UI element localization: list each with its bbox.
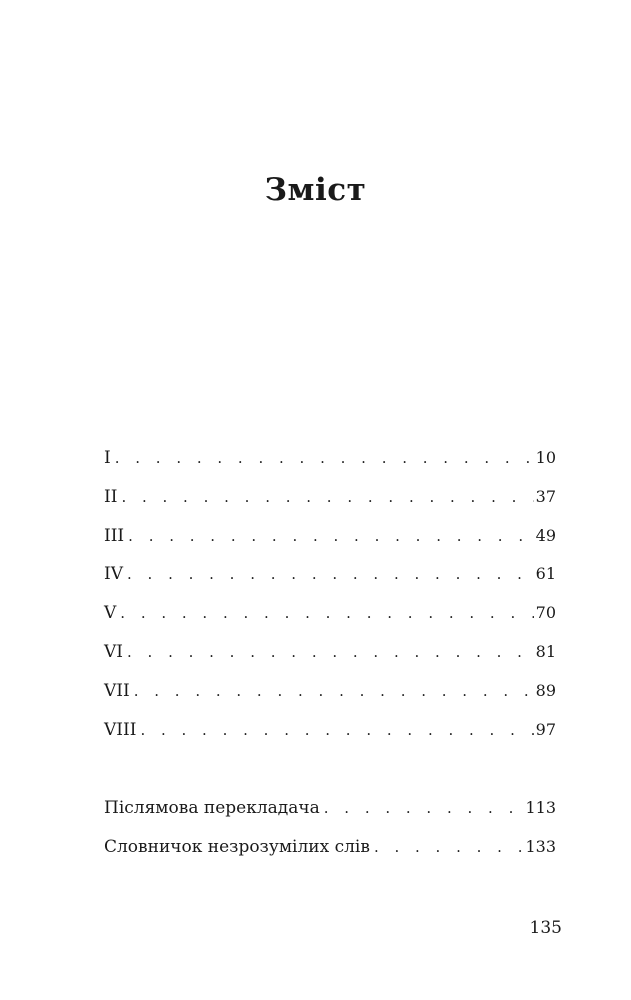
table-of-contents-chapters	[104, 446, 556, 756]
toc-entry-page: 37	[535, 486, 556, 506]
toc-entry-page: 133	[525, 836, 556, 856]
toc-entry	[104, 485, 556, 524]
toc-entry	[104, 835, 556, 874]
dot-leader	[374, 835, 524, 859]
toc-entry	[104, 601, 556, 640]
dot-leader	[324, 796, 524, 820]
dot-leader	[127, 562, 534, 586]
toc-entry	[104, 679, 556, 718]
table-of-contents-appendices	[104, 796, 556, 874]
toc-entry-label: II	[104, 486, 118, 507]
dot-leader	[128, 524, 533, 548]
toc-entry	[104, 524, 556, 563]
toc-entry-label: Післямова перекладача	[104, 798, 320, 818]
toc-entry-label: VII	[104, 680, 130, 701]
dot-leader	[134, 679, 534, 703]
dot-leader	[115, 446, 534, 470]
toc-entry-label: VIII	[104, 719, 137, 740]
dot-leader	[127, 640, 534, 664]
toc-entry-label: V	[104, 603, 117, 624]
toc-entry-label: Словничок незрозумілих слів	[104, 836, 370, 857]
toc-entry-label: III	[104, 525, 125, 546]
toc-entry-page: 61	[535, 564, 556, 584]
page-number: 135	[529, 918, 562, 938]
page-title: Зміст	[264, 172, 367, 208]
toc-entry-page: 10	[535, 448, 556, 467]
toc-entry	[104, 718, 556, 757]
toc-entry-label: VI	[104, 641, 123, 662]
toc-entry-label: I	[104, 448, 111, 468]
toc-entry-page: 113	[525, 798, 556, 817]
toc-entry	[104, 796, 556, 835]
toc-entry-page: 89	[535, 680, 556, 700]
toc-entry-page: 49	[535, 525, 556, 545]
toc-entry	[104, 562, 556, 601]
toc-entry-page: 97	[535, 719, 556, 739]
toc-entry-label: IV	[104, 564, 123, 585]
toc-entry	[104, 640, 556, 679]
toc-entry	[104, 446, 556, 485]
toc-entry-page: 81	[535, 641, 556, 661]
toc-entry-page: 70	[535, 603, 556, 623]
dot-leader	[121, 485, 533, 509]
dot-leader	[140, 718, 533, 742]
dot-leader	[120, 601, 533, 625]
